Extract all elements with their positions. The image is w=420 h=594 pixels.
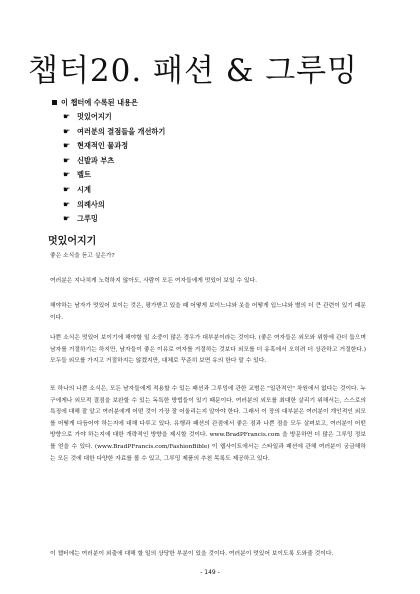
- contents-heading-text: 이 챕터에 수록된 내용은: [61, 98, 138, 107]
- pointing-hand-icon: ☛: [63, 155, 71, 165]
- list-item: ☛ 신발과 부츠: [63, 154, 352, 169]
- pointing-hand-icon: ☛: [63, 141, 71, 151]
- page-number: - 149 -: [200, 569, 220, 576]
- section-title: 멋있어지기: [48, 236, 97, 248]
- list-item: ☛ 시계: [63, 183, 352, 198]
- paragraph: 또 하나의 나쁜 소식은, 모든 남자들에게 적용할 수 있는 패션과 그루밍에 관한 교범은 "일관적인" 차원에서 없다는 것이다. 누구에게나 외모적 결점을 보완할 수 있는 독특한 방법들이 있기 때문이다. 여러분의 외모를 최대한 살리기 위해서는, 스스로의 특징에 대해 잘 알고 여러분에게 어떤 것이 가장 잘 어울리는지 알아야 한다. 그래서 이 장의 대부분은 여러분이 개인적인 외모를 어떻게 다듬어야 하는지에 대해 다루고 있다. 유행과 패션의 관점에서 좋은 점과 나쁜 점을 모두 살펴보고, 여러분이 어떤 방향으로 가야 하는지에 대한 개략적인 방향을 제시할 것이다. www.BradPFrancis.com 을 방문하면 더 많은 그루밍 정보를 얻을 수 있다. (www.BradPFrancis.com/FashionBible) 이 웹사이트에서는 스타일과 패션에 관해 여러분이 궁금해하는 모든 것에 대한 다양한 자료를 볼 수 있고, 그루밍 제품의 추천 목록도 제공하고 있다.: [50, 386, 366, 462]
- list-item: ☛ 여러분의 결점들을 개선하기: [63, 125, 352, 140]
- pointing-hand-icon: ☛: [63, 126, 71, 136]
- paragraph: 나쁜 소식은 멋있어 보이기에 해야할 일 소중이 많은 경우가 대부분이라는 것이다. (좋은 여자들은 외모와 위함에 관더 둡으며 남자를 거절하기는 하지만, 남자들이 좋은 이유로 여자를 거절하는 것보다 외모를 더 유혹에서 오히려 더 상관하고 거절한다.) 모두들 외모를 가지고 거절하지는 않겠지만, 대체로 꾸준히 보면 유의 한다 말 수 있다.: [50, 335, 366, 365]
- square-bullet-icon: [52, 100, 57, 105]
- pointing-hand-icon: ☛: [63, 199, 71, 209]
- list-item: ☛ 현재적인 물과정: [63, 139, 352, 154]
- pointing-hand-icon: ☛: [63, 112, 71, 121]
- paragraph: 이 챕터에는 여러분이 외출에 대해 할 일의 상당한 부분이 있을 것이다. 여러분이 멋있어 보이도록 도와줄 것이다.: [50, 551, 334, 557]
- contents-list: [63, 110, 352, 227]
- list-item: ☛ 그루밍: [63, 212, 352, 227]
- pointing-hand-icon: ☛: [63, 184, 71, 194]
- list-item: ☛ 벨트: [63, 168, 352, 183]
- paragraph: 여러분은 지나치게 노력하지 않아도, 사람이 모든 여자들에게 멋있어 보일 수 있다.: [50, 278, 257, 284]
- chapter-title: 챕터20. 패션 & 그루밍: [28, 52, 359, 89]
- list-item: ☛ 멋있어지기: [63, 110, 352, 125]
- chapter-contents: [52, 97, 352, 227]
- list-item: ☛ 의례사의: [63, 198, 352, 213]
- contents-heading: [52, 97, 352, 108]
- paragraph: 좋은 소식을 듣고 싶은가?: [50, 253, 115, 259]
- pointing-hand-icon: ☛: [63, 214, 71, 224]
- paragraph: 해야하는 남자가 멋있어 보이는 것은, 평가받고 있을 때 어떻게 보이느냐와 옷을 어떻게 입느냐와 별의 더 큰 관련이 있기 때문이다.: [50, 303, 366, 321]
- pointing-hand-icon: ☛: [63, 170, 71, 180]
